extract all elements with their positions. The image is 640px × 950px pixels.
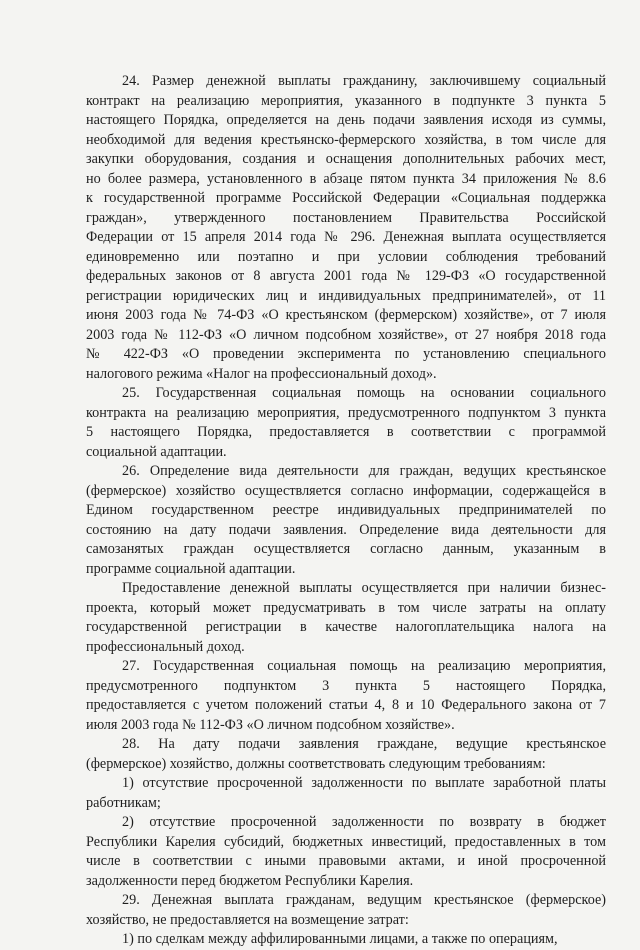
text-line: федеральных законов от 8 августа 2001 года № 129-ФЗ «О государственной	[86, 268, 606, 284]
text-line: государственной регистрации в качестве налогоплательщика налога на	[86, 619, 606, 635]
text-line: июля 2003 года № 112-ФЗ «О личном подсобном хозяйстве».	[86, 716, 455, 733]
text-line: работникам;	[86, 794, 161, 811]
text-line: задолженности перед бюджетом Республики Карелия.	[86, 872, 414, 889]
text-line: единовременно или поэтапно и при условии соблюдения требований	[86, 248, 606, 265]
text-line: закупки оборудования, создания и оснащения дополнительных рабочих мест,	[86, 151, 606, 167]
text-line: налогового режима «Налог на профессиональный доход».	[86, 365, 437, 382]
text-line: 25. Государственная социальная помощь на основании социального	[122, 385, 606, 401]
text-line: хозяйство, не предоставляется на возмещение затрат:	[86, 911, 409, 928]
text-line: предоставляется с учетом положений статьи 4, 8 и 10 Федерального закона от 7	[86, 697, 606, 713]
text-line: 5 настоящего Порядка, предоставляется в соответствии с программой	[86, 424, 606, 440]
text-line: 28. На дату подачи заявления граждане, ведущие крестьянское	[122, 736, 606, 752]
text-line: настоящего Порядка, определяется на день подачи заявления исходя из суммы,	[86, 112, 606, 128]
paragraph	[86, 891, 606, 930]
text-line: самозанятых граждан осуществляется согласно данным, указанным в	[86, 541, 606, 557]
text-line: контракт на реализацию мероприятия, указанного в подпункте 3 пункта 5	[86, 92, 606, 109]
text-line: Федерации от 15 апреля 2014 года № 296. Денежная выплата осуществляется	[86, 229, 606, 245]
paragraph	[86, 735, 606, 774]
text-line: 1) отсутствие просроченной задолженности по выплате заработной платы	[122, 775, 606, 791]
paragraph	[86, 579, 606, 657]
text-line: 1) по сделкам между аффилированными лицами, а также по операциям,	[122, 931, 558, 947]
paragraph	[86, 930, 606, 950]
text-line: 2003 года № 112-ФЗ «О личном подсобном хозяйстве», от 27 ноября 2018 года	[86, 326, 606, 343]
text-line: социальной адаптации.	[86, 443, 227, 460]
text-line: граждан», утвержденного постановлением Правительства Российской	[86, 209, 606, 226]
text-line: состоянию на дату подачи заявления. Определение вида деятельности для	[86, 521, 606, 538]
text-line: Предоставление денежной выплаты осуществляется при наличии бизнес-	[122, 580, 606, 596]
text-line: программе социальной адаптации.	[86, 560, 296, 577]
text-line: 2) отсутствие просроченной задолженности по возврату в бюджет	[122, 814, 606, 830]
text-line: числе в соответствии с иными правовыми актами, и иной просроченной	[86, 853, 606, 869]
text-line: Едином государственном реестре индивидуальных предпринимателей по	[86, 502, 606, 518]
text-line: проекта, который может предусматривать в том числе затраты на оплату	[86, 599, 606, 616]
text-line: июня 2003 года № 74-ФЗ «О крестьянском (фермерском) хозяйстве», от 7 июля	[86, 307, 606, 323]
paragraph	[86, 384, 606, 462]
paragraph	[86, 72, 606, 384]
text-line: необходимой для ведения крестьянско-фермерского хозяйства, в том числе для	[86, 131, 606, 148]
text-line: 29. Денежная выплата гражданам, ведущим крестьянское (фермерское)	[122, 892, 606, 908]
paragraph	[86, 657, 606, 735]
text-line: к государственной программе Российской Федерации «Социальная поддержка	[86, 190, 606, 206]
paragraph	[86, 462, 606, 579]
text-line: но более размера, установленного в абзаце пятом пункта 34 приложения № 8.6	[86, 170, 606, 187]
text-line: № 422-ФЗ «О проведении эксперимента по установлению специального	[86, 346, 606, 362]
paragraph	[86, 774, 606, 813]
document-body	[86, 72, 606, 950]
text-line: 24. Размер денежной выплаты гражданину, заключившему социальный	[122, 73, 606, 89]
text-line: контракта на реализацию мероприятия, предусмотренного подпунктом 3 пункта	[86, 404, 606, 421]
paragraph	[86, 813, 606, 891]
text-line: регистрации юридических лиц и индивидуальных предпринимателей», от 11	[86, 287, 606, 304]
text-line: (фермерское) хозяйство, должны соответствовать следующим требованиям:	[86, 755, 546, 772]
text-line: (фермерское) хозяйство осуществляется согласно информации, содержащейся в	[86, 482, 606, 499]
text-line: 27. Государственная социальная помощь на реализацию мероприятия,	[122, 658, 606, 674]
text-line: Республики Карелия субсидий, бюджетных инвестиций, предоставленных в том	[86, 833, 606, 850]
text-line: профессиональный доход.	[86, 638, 245, 655]
text-line: 26. Определение вида деятельности для граждан, ведущих крестьянское	[122, 463, 606, 479]
text-line: предусмотренного подпунктом 3 пункта 5 настоящего Порядка,	[86, 677, 606, 694]
